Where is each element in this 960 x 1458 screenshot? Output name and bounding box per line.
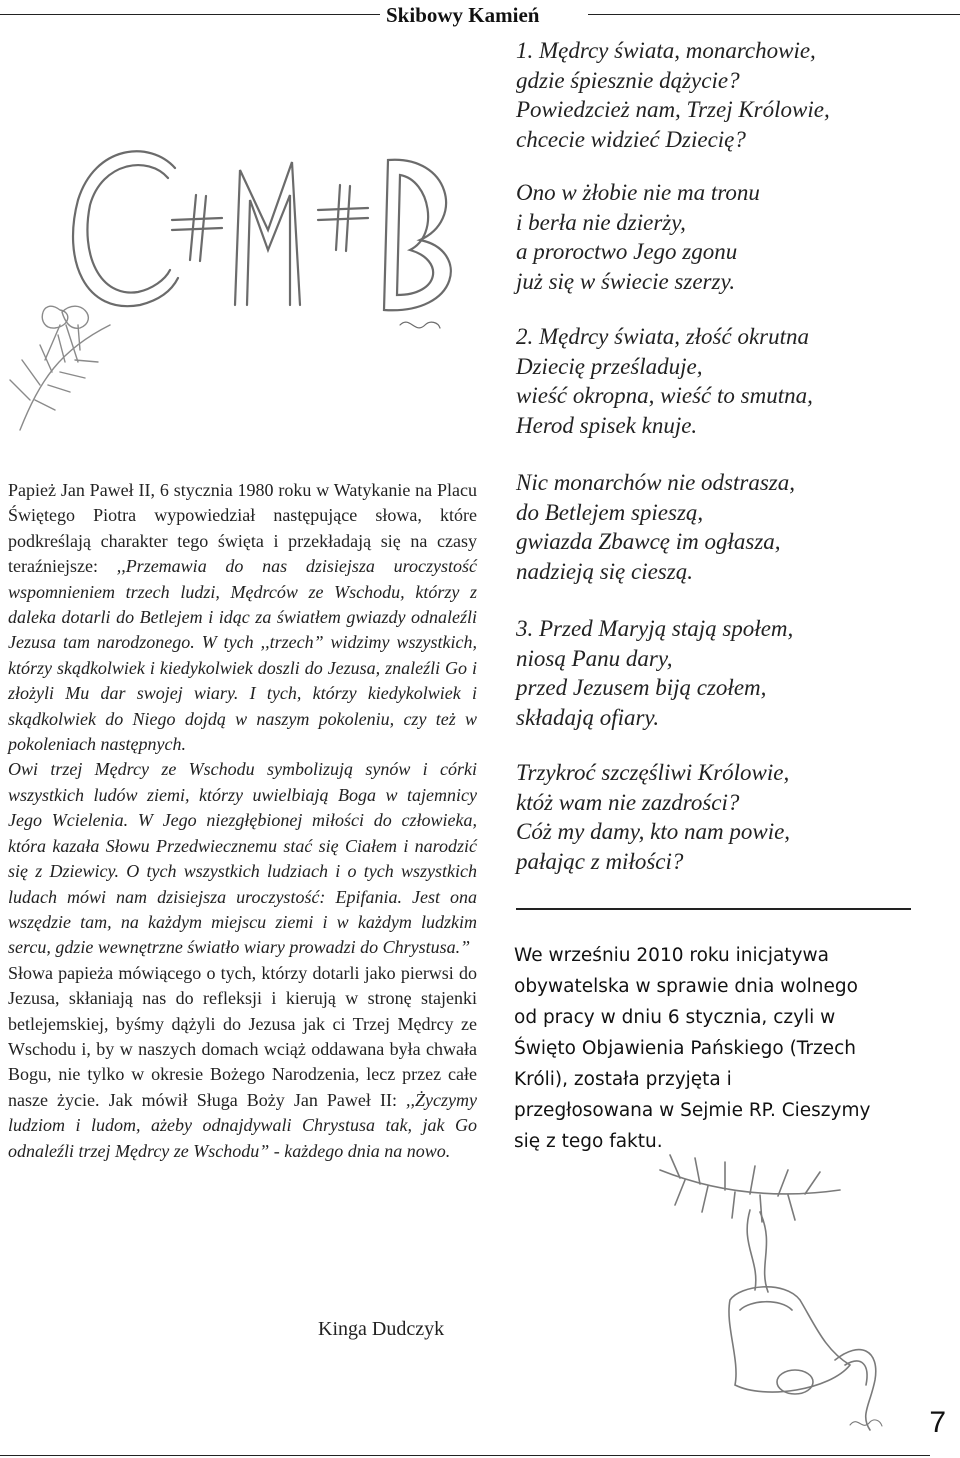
bell-illustration bbox=[600, 1150, 920, 1440]
poem-stanza-4 bbox=[516, 468, 795, 586]
note-divider bbox=[516, 908, 911, 910]
info-note bbox=[514, 940, 924, 1157]
article-text: Papież Jan Paweł II, 6 stycznia 1980 roku w Watykanie na Placu Świętego Piotra wypowiedział następujące słowa, które podkreślają charakter tego święta i przekładają się na czasy teraźniejsze: bbox=[8, 480, 477, 577]
poem-line: Cóż my damy, kto nam powie, bbox=[516, 819, 791, 844]
poem-line: wieść okropna, wieść to smutna, bbox=[516, 383, 813, 408]
poem-line: niosą Panu dary, bbox=[516, 645, 673, 671]
page-number: 7 bbox=[929, 1406, 946, 1439]
poem-stanza-3 bbox=[516, 322, 813, 440]
article-paragraph-2: Owi trzej Mędrcy ze Wschodu symbolizują synów i córki wszystkich ludów ziemi, którzy uwielbiają Boga w tajemnicy Jego Wcielenia. W Jego niezgłębionej miłości do człowieka, która kazała Słowu Przedwiecznemu stać się Ciałem i narodzić się z Dziewicy. O tych wszystkich ludziach i o tych wszystkich ludach mówi nam dzisiejsza uroczystość: Epifania. Jest ona wszędzie tam, na każdym miejscu ziemi i w każdym ludzkim sercu, gdzie wewnętrzne światło wiary prowadzi do Chrystusa.” bbox=[8, 759, 477, 958]
article-paragraph-3 bbox=[8, 961, 477, 1164]
article-body bbox=[8, 478, 477, 1164]
poem-line: i berła nie dzierży, bbox=[516, 209, 686, 235]
poem-stanza-2 bbox=[516, 178, 760, 296]
poem-line: do Betlejem spieszą, bbox=[516, 499, 704, 525]
poem-line: Herod spisek knuje. bbox=[516, 412, 698, 438]
poem-line: chcecie widzieć Dziecię? bbox=[516, 126, 746, 152]
note-line: przegłosowana w Sejmie RP. Cieszymy bbox=[514, 1100, 871, 1121]
poem-line: Ono w żłobie nie ma tronu bbox=[516, 180, 760, 205]
article-paragraph-1 bbox=[8, 478, 477, 757]
article-quote: ,,Przemawia do nas dzisiejsza uroczystość wspomnieniem trzech ludzi, Mędrców ze Wschodu, którzy z daleka dotarli do Betlejem i idąc za światłem gwiazdy odnaleźli Jezusa tam narodzonego. W tych ,,trzech” widzimy wszystkich, którzy skądkolwiek i kiedykolwiek doszli do Jezusa, znaleźli Go i złożyli Mu dar swojej wiary. I tych, którzy kiedykolwiek i skądkolwiek do Niego dojdą w naszym pokoleniu, czy też w pokoleniach następnych. bbox=[8, 556, 477, 755]
poem-line: Nic monarchów nie odstrasza, bbox=[516, 470, 795, 495]
note-line: od pracy w dniu 6 stycznia, czyli w bbox=[514, 1007, 836, 1028]
poem-stanza-6 bbox=[516, 758, 790, 876]
poem-line: przed Jezusem biją czołem, bbox=[516, 675, 767, 700]
poem-line: któż wam nie zazdrości? bbox=[516, 789, 740, 815]
poem-line: 2. Mędrcy świata, złość okrutna bbox=[516, 324, 810, 349]
footer-rule bbox=[0, 1455, 930, 1456]
header-rule-left bbox=[0, 14, 380, 15]
poem-line: składają ofiary. bbox=[516, 704, 660, 730]
note-line: Króli), została przyjęta i bbox=[514, 1069, 732, 1090]
poem-stanza-1 bbox=[516, 36, 830, 154]
poem-line: 1. Mędrcy świata, monarchowie, bbox=[516, 38, 816, 63]
note-line: obywatelska w sprawie dnia wolnego bbox=[514, 976, 858, 997]
article-quote: ,,Życzymy ludziom i ludom, ażeby odnajdywali Chrystusa tak, jak Go odnaleźli trzej Mędrcy ze Wschodu” - każdego dnia na nowo. bbox=[8, 1089, 477, 1161]
poem-line: gwiazda Zbawcę im ogłasza, bbox=[516, 529, 781, 554]
note-line: We wrześniu 2010 roku inicjatywa bbox=[514, 945, 829, 966]
poem-line: Trzykroć szczęśliwi Królowie, bbox=[516, 760, 790, 785]
poem-line: 3. Przed Maryją stają społem, bbox=[516, 616, 794, 641]
poem-line: Dziecię prześladuje, bbox=[516, 353, 703, 379]
poem-line: gdzie śpiesznie dążycie? bbox=[516, 67, 740, 93]
cmb-illustration bbox=[0, 100, 500, 440]
poem-line: Powiedzcież nam, Trzej Królowie, bbox=[516, 97, 830, 122]
poem-line: pałając z miłości? bbox=[516, 848, 684, 874]
poem-line: nadzieją się cieszą. bbox=[516, 558, 693, 584]
note-line: Święto Objawienia Pańskiego (Trzech bbox=[514, 1038, 856, 1059]
poem-line: a proroctwo Jego zgonu bbox=[516, 239, 738, 264]
poem-stanza-5 bbox=[516, 614, 793, 732]
article-author: Kinga Dudczyk bbox=[318, 1318, 445, 1340]
poem-line: już się w świecie szerzy. bbox=[516, 268, 736, 294]
magazine-title: Skibowy Kamień bbox=[386, 3, 540, 27]
article-text: Słowa papieża mówiącego o tych, którzy dotarli jako pierwsi do Jezusa, skłaniają nas do refleksji i kierują w stronę stajenki betlejemskiej, byśmy dążyli do Jezusa jak ci Trzej Mędrcy ze Wschodu i, by w naszych domach wciąż oddawana była chwała Bogu, nie tylko w okresie Bożego Narodzenia, lecz przez całe nasze życie. Jak mówił Sługa Boży Jan Paweł II: bbox=[8, 962, 477, 1110]
header-rule-right bbox=[588, 14, 960, 15]
note-line: się z tego faktu. bbox=[514, 1131, 663, 1152]
